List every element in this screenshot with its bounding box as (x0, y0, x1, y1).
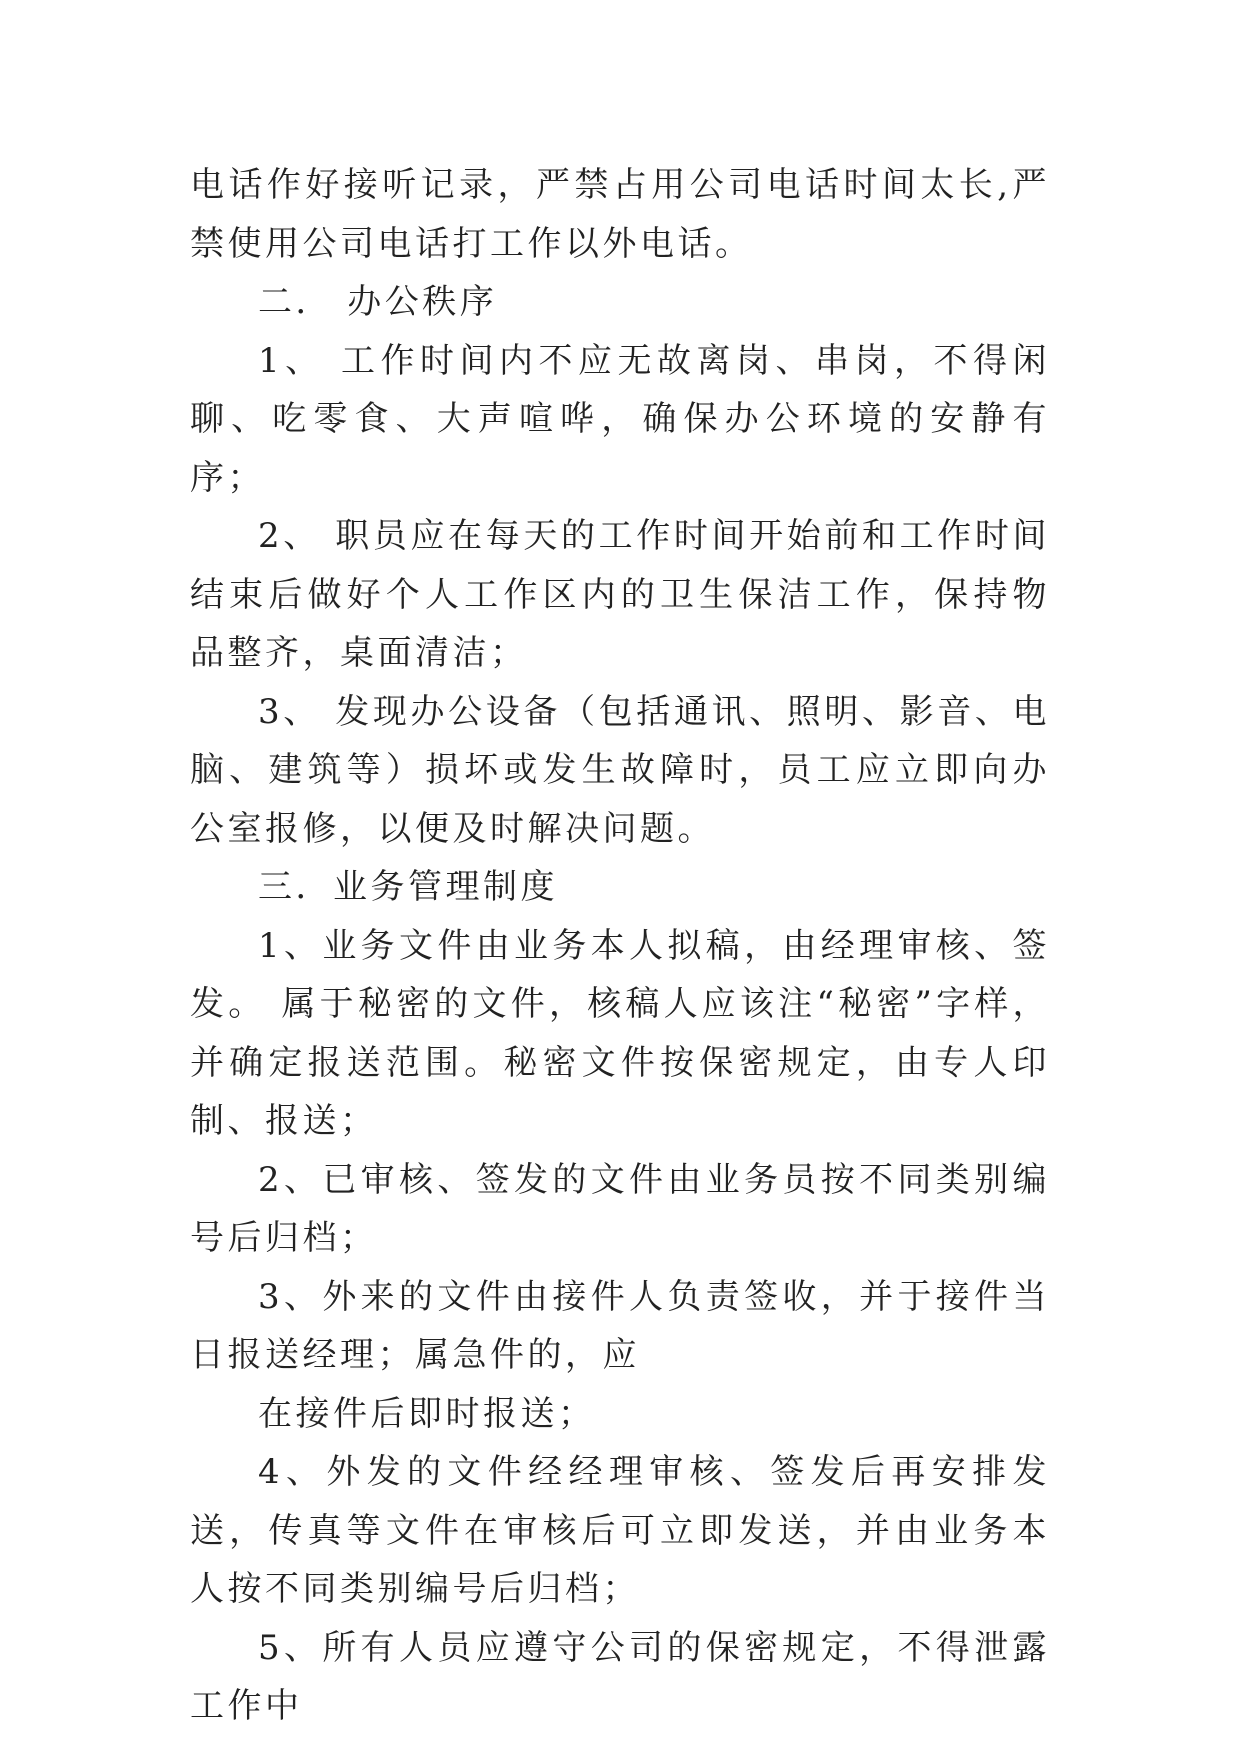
paragraph-business-1: 1、业务文件由业务本人拟稿，由经理审核、签发。 属于秘密的文件，核稿人应该注“秘密”字样，并确定报送范围。秘密文件按保密规定，由专人印制、报送； (190, 925, 1050, 1141)
paragraph-business-4: 4、外发的文件经经理审核、签发后再安排发送，传真等文件在审核后可立即发送，并由业务本人按不同类别编号后归档； (190, 1452, 1050, 1609)
section-heading-business-management: 三．业务管理制度 (258, 867, 558, 907)
paragraph-phone-rules: 电话作好接听记录，严禁占用公司电话时间太长,严禁使用公司电话打工作以外电话。 (190, 165, 1050, 264)
section-heading-office-order: 二． 办公秩序 (258, 282, 498, 322)
paragraph-business-3-continued: 在接件后即时报送； (258, 1393, 596, 1434)
document-page (190, 156, 1050, 1736)
paragraph-business-5: 5、所有人员应遵守公司的保密规定，不得泄露工作中 (190, 1627, 1050, 1726)
paragraph-office-order-3: 3、 发现办公设备（包括通讯、照明、影音、电脑、建筑等）损坏或发生故障时，员工应立即向办公室报修，以便及时解决问题。 (190, 691, 1050, 849)
paragraph-office-order-1: 1、 工作时间内不应无故离岗、串岗，不得闲聊、吃零食、大声喧哗，确保办公环境的安静有序； (190, 340, 1050, 498)
paragraph-business-3: 3、外来的文件由接件人负责签收，并于接件当日报送经理；属急件的，应 (190, 1276, 1050, 1375)
paragraph-business-2: 2、已审核、签发的文件由业务员按不同类别编号后归档； (190, 1159, 1050, 1258)
paragraph-office-order-2: 2、 职员应在每天的工作时间开始前和工作时间结束后做好个人工作区内的卫生保洁工作，保持物品整齐，桌面清洁； (190, 516, 1050, 673)
